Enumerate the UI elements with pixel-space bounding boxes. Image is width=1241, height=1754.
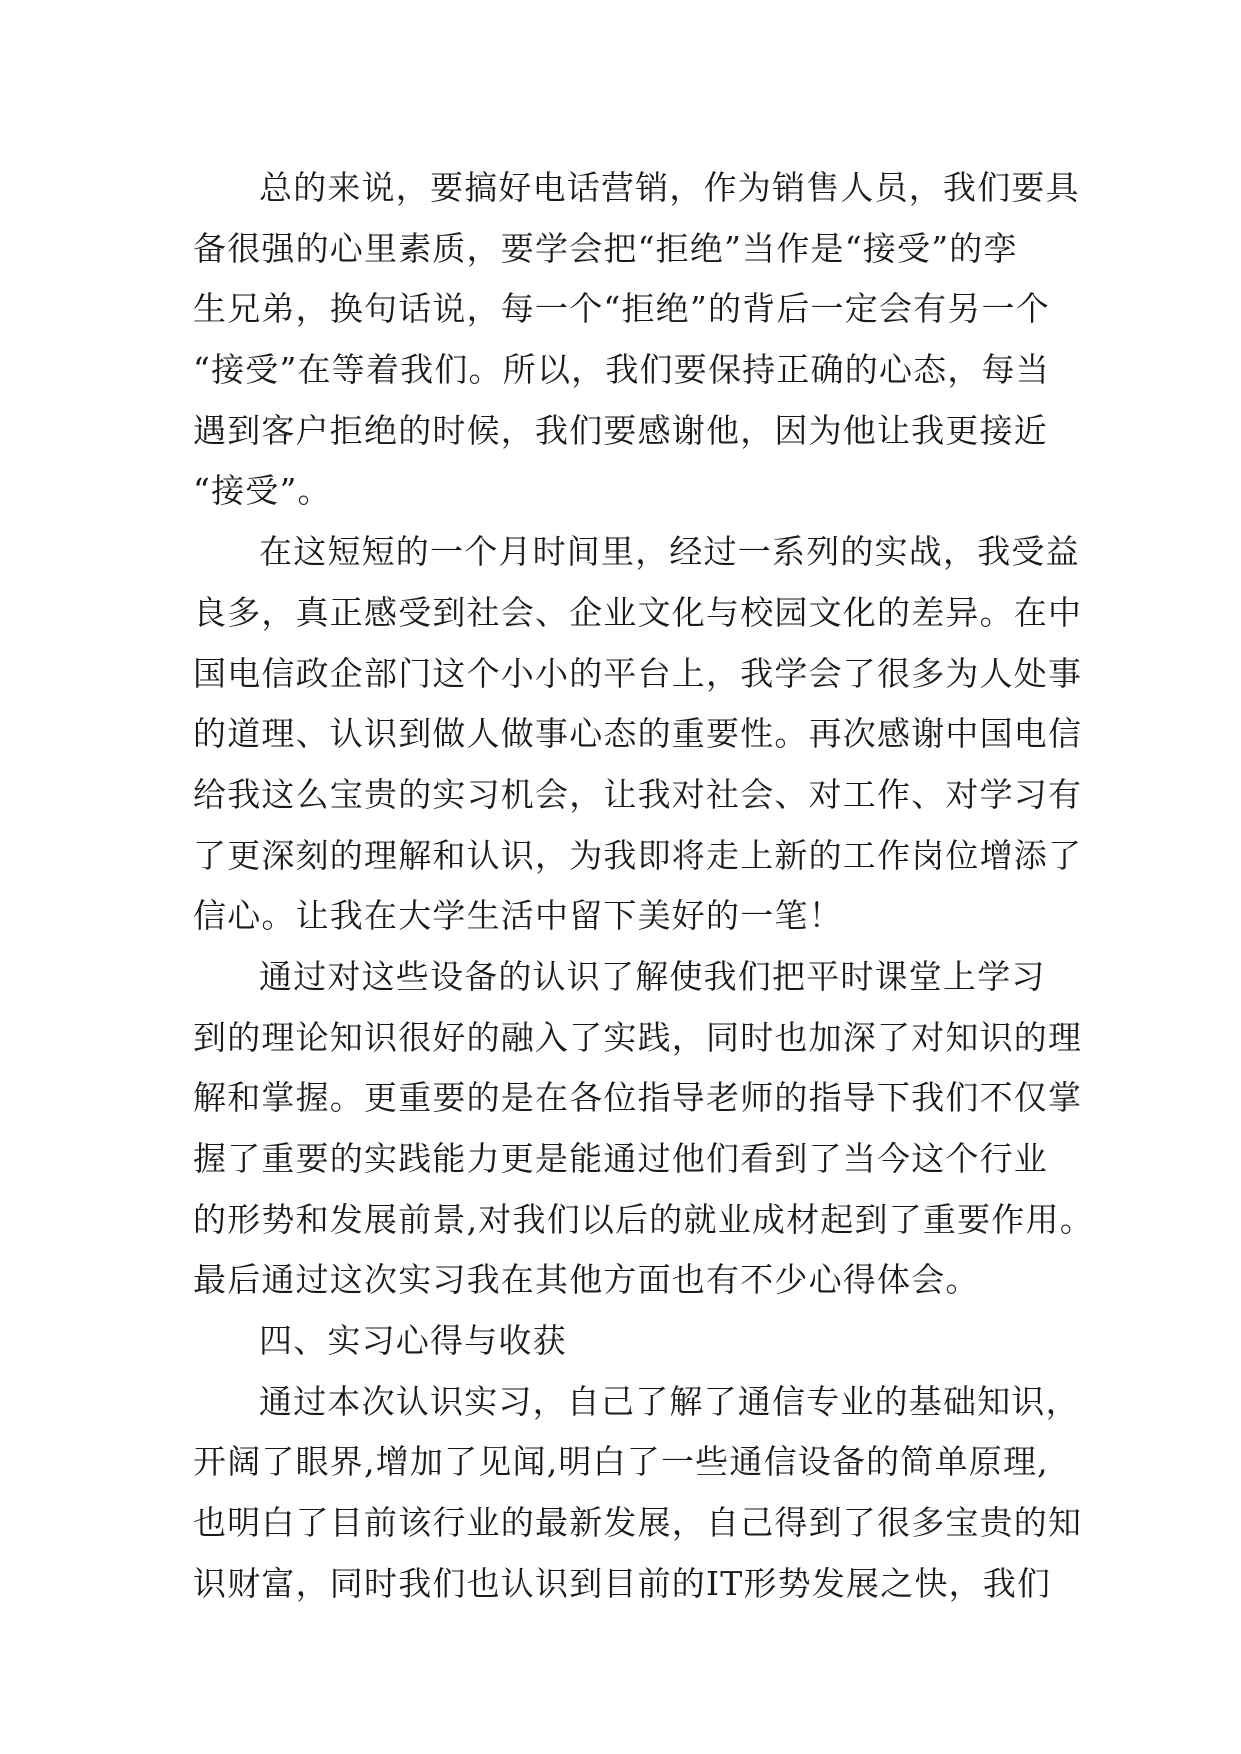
text-line: 也明白了目前该行业的最新发展，自己得到了很多宝贵的知 — [193, 1503, 1083, 1543]
text-line: 信心。让我在大学生活中留下美好的一笔！ — [193, 896, 843, 936]
text-line: 到的理论知识很好的融入了实践，同时也加深了对知识的理 — [193, 1017, 1083, 1057]
text-line: 遇到客户拒绝的时候，我们要感谢他，因为他让我更接近 — [193, 410, 1048, 450]
text-line: 了更深刻的理解和认识，为我即将走上新的工作岗位增添了 — [193, 835, 1083, 875]
section-heading: 四、实习心得与收获 — [259, 1321, 567, 1361]
text-line: “接受”。 — [193, 471, 332, 511]
text-line: 给我这么宝贵的实习机会，让我对社会、对工作、对学习有 — [193, 774, 1083, 814]
text-line: 国电信政企部门这个小小的平台上，我学会了很多为人处事 — [193, 653, 1083, 693]
text-line: “接受”在等着我们。所以，我们要保持正确的心态，每当 — [193, 350, 1050, 390]
text-line: 备很强的心里素质，要学会把“拒绝”当作是“接受”的孪 — [193, 228, 1018, 268]
text-line: 通过本次认识实习，自己了解了通信专业的基础知识， — [259, 1381, 1080, 1421]
text-line: 良多，真正感受到社会、企业文化与校园文化的差异。在中 — [193, 592, 1083, 632]
text-line: 开阔了眼界,增加了见闻,明白了一些通信设备的简单原理, — [193, 1442, 1049, 1482]
text-line: 解和掌握。更重要的是在各位指导老师的指导下我们不仅掌 — [193, 1078, 1083, 1118]
text-line: 在这短短的一个月时间里，经过一系列的实战，我受益 — [259, 532, 1080, 572]
text-line: 总的来说，要搞好电话营销，作为销售人员，我们要具 — [259, 168, 1080, 207]
text-line: 通过对这些设备的认识了解使我们把平时课堂上学习 — [259, 956, 1046, 996]
body-text — [193, 158, 1094, 1615]
text-line: 的道理、认识到做人做事心态的重要性。再次感谢中国电信 — [193, 714, 1083, 754]
text-line: 握了重要的实践能力更是能通过他们看到了当今这个行业 — [193, 1139, 1048, 1178]
text-line: 最后通过这次实习我在其他方面也有不少心得体会。 — [193, 1260, 980, 1300]
text-line: 的形势和发展前景,对我们以后的就业成材起到了重要作用。 — [193, 1199, 1094, 1239]
text-line: 生兄弟，换句话说，每一个“拒绝”的背后一定会有另一个 — [193, 289, 1050, 329]
text-line: 识财富，同时我们也认识到目前的IT形势发展之快，我们 — [193, 1563, 1052, 1603]
